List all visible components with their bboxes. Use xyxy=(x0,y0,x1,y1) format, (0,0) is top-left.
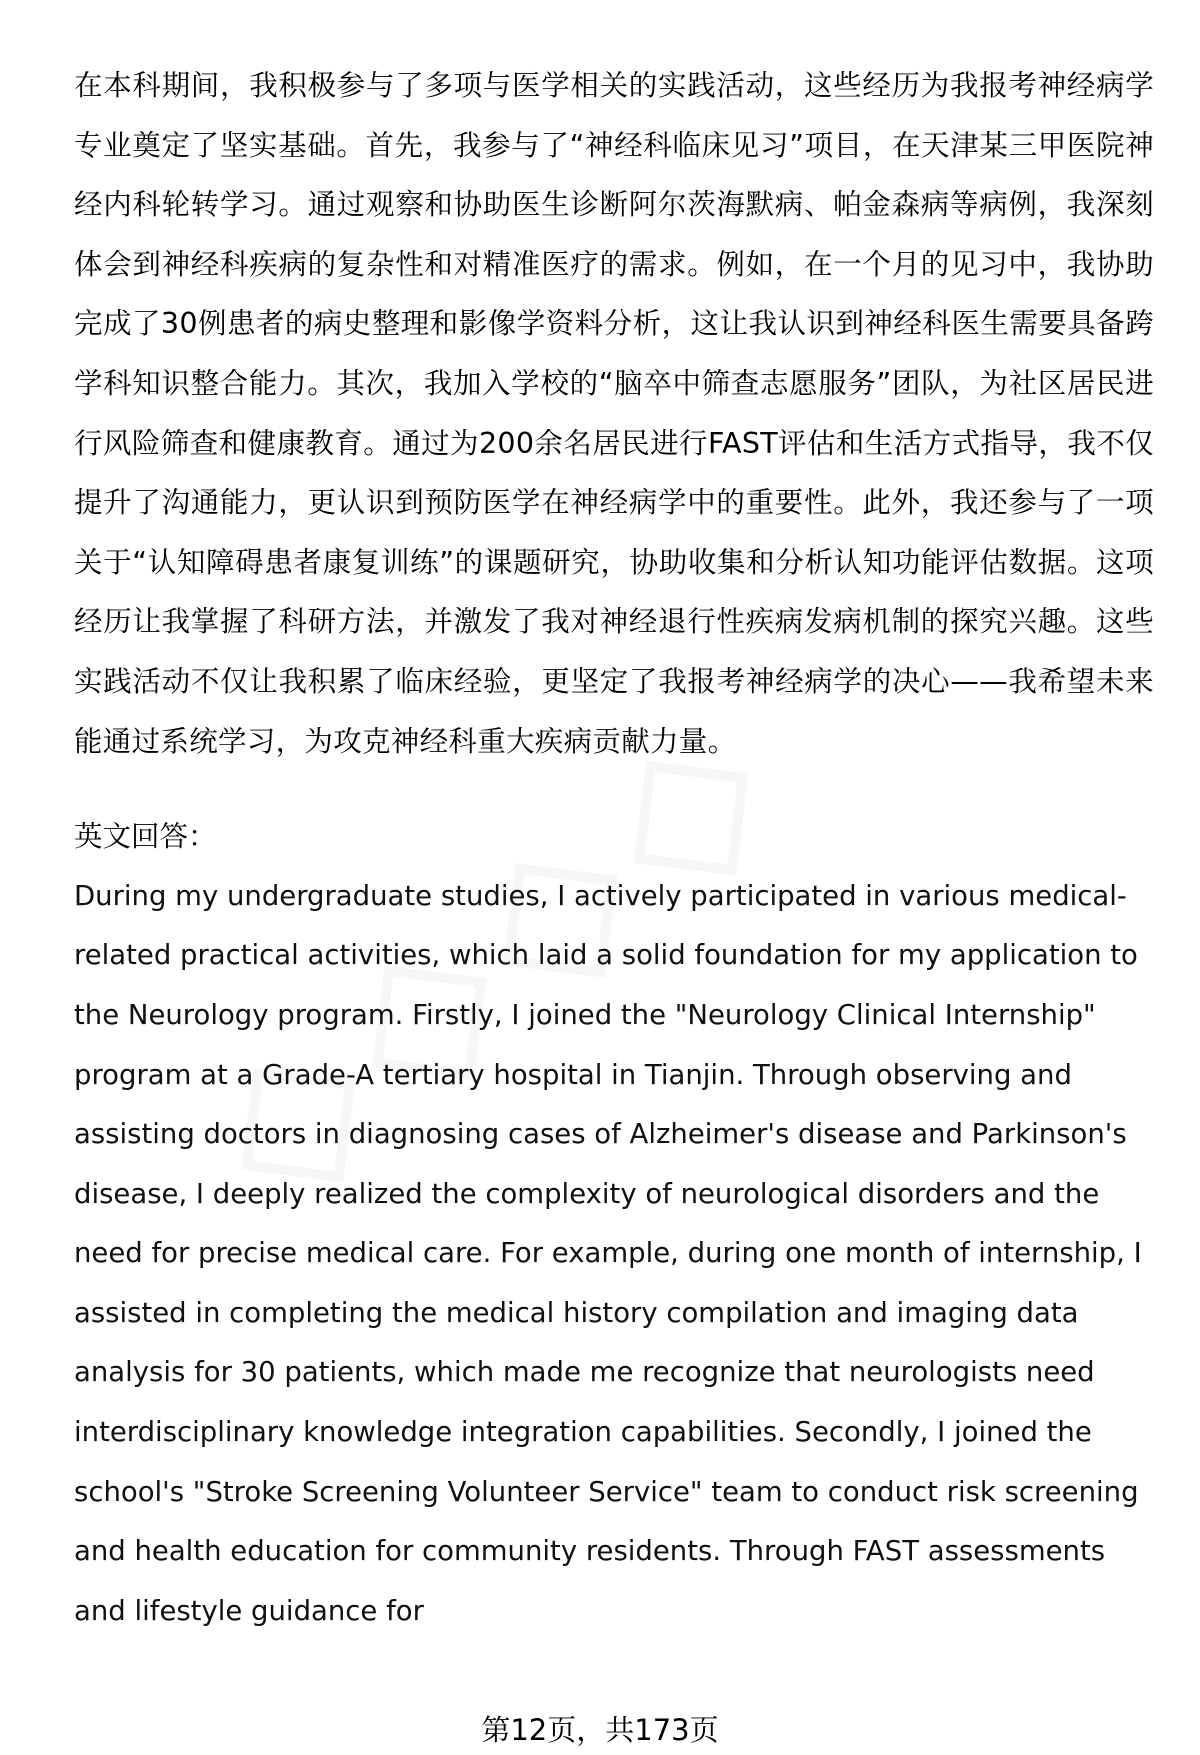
page-indicator: 第12页，共173页 xyxy=(481,1713,719,1747)
english-answer-heading: 英文回答： xyxy=(74,820,217,854)
english-answer-paragraph: During my undergraduate studies, I actively participated in various medical-related practical activities, which laid a solid foundation for my application to the Neurology program. Firstly, I joined the "Neurology Clinical Internship" program at a Grade-A tertiary hospital in Tianjin. Through observing and assisting doctors in diagnosing cases of Alzheimer's disease and Parkinson's disease, I deeply realized the complexity of neurological disorders and the need for precise medical care. For example, during one month of internship, I assisted in completing the medical history compilation and imaging data analysis for 30 patients, which made me recognize that neurologists need interdisciplinary knowledge integration capabilities. Secondly, I joined the school's "Stroke Screening Volunteer Service" team to conduct risk screening and health education for community residents. Through FAST assessments and lifestyle guidance for xyxy=(74,879,1142,1627)
chinese-answer-paragraph: 在本科期间，我积极参与了多项与医学相关的实践活动，这些经历为我报考神经病学专业奠定了坚实基础。首先，我参与了“神经科临床见习”项目，在天津某三甲医院神经内科轮转学习。通过观察和协助医生诊断阿尔茨海默病、帕金森病等病例，我深刻体会到神经科疾病的复杂性和对精准医疗的需求。例如，在一个月的见习中，我协助完成了30例患者的病史整理和影像学资料分析，这让我认识到神经科医生需要具备跨学科知识整合能力。其次，我加入学校的“脑卒中筛查志愿服务”团队，为社区居民进行风险筛查和健康教育。通过为200余名居民进行FAST评估和生活方式指导，我不仅提升了沟通能力，更认识到预防医学在神经病学中的重要性。此外，我还参与了一项关于“认知障碍患者康复训练”的课题研究，协助收集和分析认知功能评估数据。这项经历让我掌握了科研方法，并激发了我对神经退行性疾病发病机制的探究兴趣。这些实践活动不仅让我积累了临床经验，更坚定了我报考神经病学的决心——我希望未来能通过系统学习，为攻克神经科重大疾病贡献力量。 xyxy=(74,69,1154,758)
document-body xyxy=(74,56,1154,1641)
